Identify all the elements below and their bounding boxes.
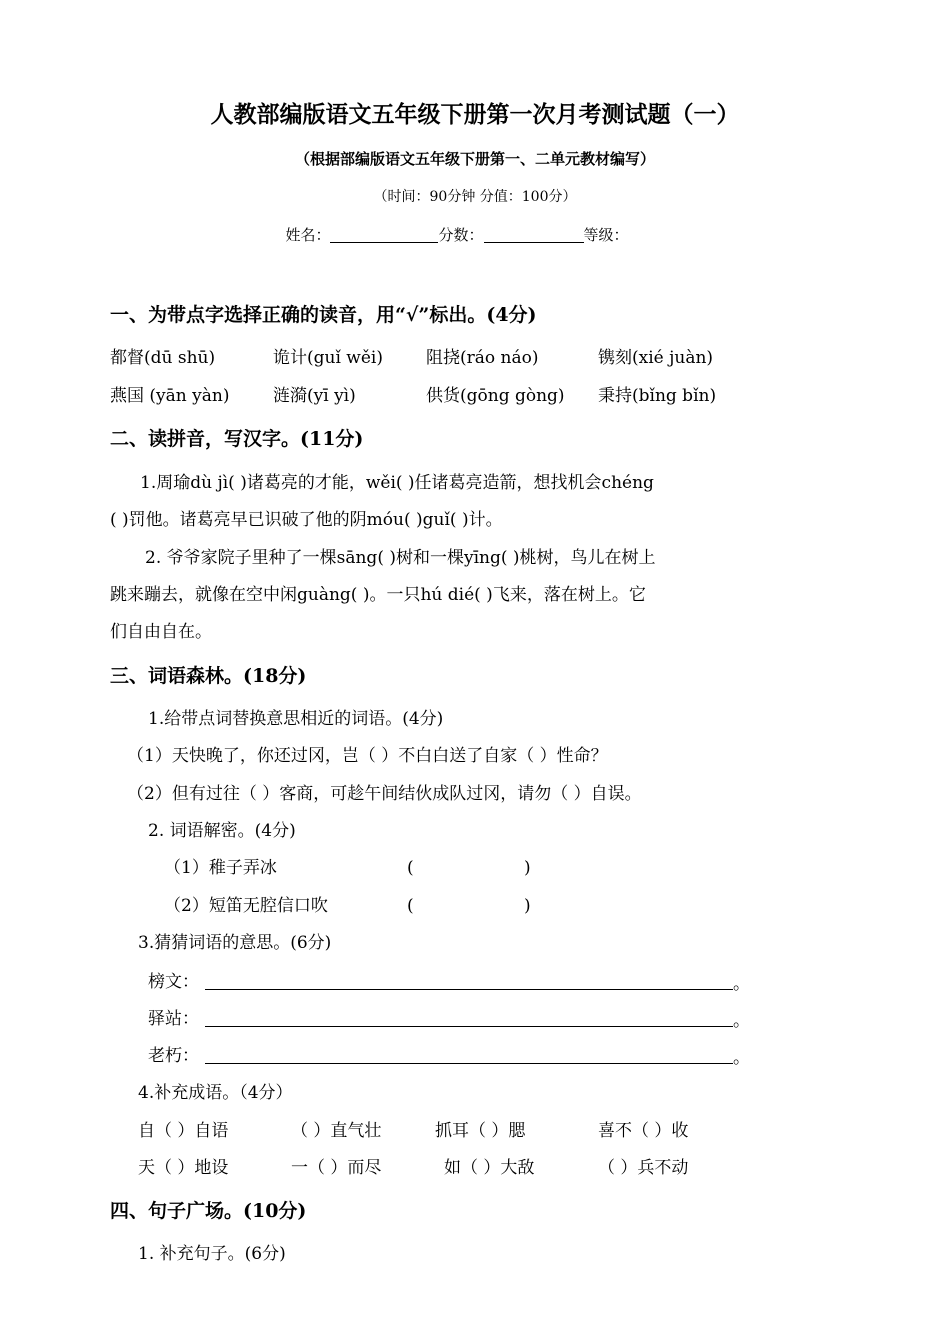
q3-label: 驿站： bbox=[148, 1009, 199, 1029]
section4-heading: 四、句子广场。(10分) bbox=[110, 1200, 307, 1222]
section3-q1-a: （1）天快晚了，你还过冈，岂（ ）不白白送了自家（ ）性命？ bbox=[127, 746, 608, 766]
score-label: 分数： bbox=[438, 226, 484, 244]
section2-p2-line1: 2. 爷爷家院子里种了一棵sāng( )树和一棵yīng( )桃树，鸟儿在树上 bbox=[145, 548, 656, 568]
idiom-blank: （ ）兵不动 bbox=[598, 1158, 689, 1178]
section2-p2-line2: 跳来蹦去，就像在空中闲guàng( )。一只hú dié( )飞来，落在树上。它 bbox=[110, 585, 646, 605]
idiom-blank: 一（ ）而尽 bbox=[291, 1158, 382, 1178]
name-field[interactable] bbox=[330, 225, 438, 243]
idiom-text: （2）短笛无腔信口吹 bbox=[164, 896, 328, 916]
section2-p1-line1: 1.周瑜dù jì( )诸葛亮的才能，wěi( )任诸葛亮造箭，想找机会chéng bbox=[140, 473, 654, 493]
pinyin-item: 涟漪(yī yì) bbox=[273, 386, 356, 406]
name-label: 姓名： bbox=[285, 226, 331, 244]
section3-q2-title: 2. 词语解密。(4分) bbox=[148, 821, 296, 841]
idiom-blank: 天（ ）地设 bbox=[138, 1158, 229, 1178]
score-field[interactable] bbox=[484, 225, 584, 243]
section4-q1-title: 1. 补充句子。(6分) bbox=[138, 1244, 286, 1264]
q3-label: 榜文： bbox=[148, 972, 199, 992]
idiom-blank: 自（ ）自语 bbox=[138, 1121, 229, 1141]
idiom-blank: 喜不（ ）收 bbox=[598, 1121, 689, 1141]
section2-p1-line2: ( )罚他。诸葛亮早已识破了他的阴móu( )guǐ( )计。 bbox=[110, 510, 503, 530]
idiom-blank: （ ）直气壮 bbox=[291, 1121, 382, 1141]
pinyin-item: 燕国 (yān yàn) bbox=[110, 386, 230, 406]
pinyin-item: 诡计(guǐ wěi) bbox=[273, 348, 383, 368]
grade-label: 等级： bbox=[583, 226, 629, 244]
paren-open: ( bbox=[407, 858, 414, 878]
section3-q4-title: 4.补充成语。（4分） bbox=[138, 1083, 293, 1103]
pinyin-item: 镌刻(xié juàn) bbox=[598, 348, 714, 368]
q3-period: 。 bbox=[733, 974, 750, 994]
pinyin-item: 都督(dū shū) bbox=[110, 348, 216, 368]
idiom-blank: 抓耳（ ）腮 bbox=[435, 1121, 526, 1141]
idiom-blank: 如（ ）大敌 bbox=[444, 1158, 535, 1178]
paren-close: ) bbox=[524, 896, 531, 916]
q3-period: 。 bbox=[733, 1048, 750, 1068]
exam-info: （时间：90分钟 分值：100分） bbox=[373, 189, 577, 205]
section3-heading: 三、词语森林。(18分) bbox=[110, 665, 307, 687]
q3-period: 。 bbox=[733, 1011, 750, 1031]
answer-line[interactable] bbox=[205, 989, 733, 990]
section2-heading: 二、读拼音，写汉字。(11分) bbox=[110, 428, 364, 450]
paren-open: ( bbox=[407, 896, 414, 916]
pinyin-item: 阻挠(ráo náo) bbox=[426, 348, 539, 368]
page-subtitle: （根据部编版语文五年级下册第一、二单元教材编写） bbox=[294, 150, 655, 168]
pinyin-item: 供货(gōng gòng) bbox=[426, 386, 565, 406]
answer-line[interactable] bbox=[205, 1063, 733, 1064]
section2-p2-line3: 们自由自在。 bbox=[110, 622, 212, 642]
answer-line[interactable] bbox=[205, 1026, 733, 1027]
pinyin-item: 秉持(bǐng bǐn) bbox=[598, 386, 717, 406]
section3-q1-b: （2）但有过往（ ）客商，可趁午间结伙成队过冈，请勿（ ）自误。 bbox=[127, 784, 642, 804]
paren-close: ) bbox=[524, 858, 531, 878]
section3-q3-title: 3.猜猜词语的意思。(6分) bbox=[138, 933, 332, 953]
page-title: 人教部编版语文五年级下册第一次月考测试题（一） bbox=[210, 101, 740, 128]
idiom-text: （1）稚子弄冰 bbox=[164, 858, 277, 878]
q3-label: 老朽： bbox=[148, 1046, 199, 1066]
section1-heading: 一、为带点字选择正确的读音，用“√”标出。(4分) bbox=[110, 304, 537, 326]
student-info-line bbox=[0, 224, 950, 246]
section3-q1-title: 1.给带点词替换意思相近的词语。(4分) bbox=[148, 709, 444, 729]
